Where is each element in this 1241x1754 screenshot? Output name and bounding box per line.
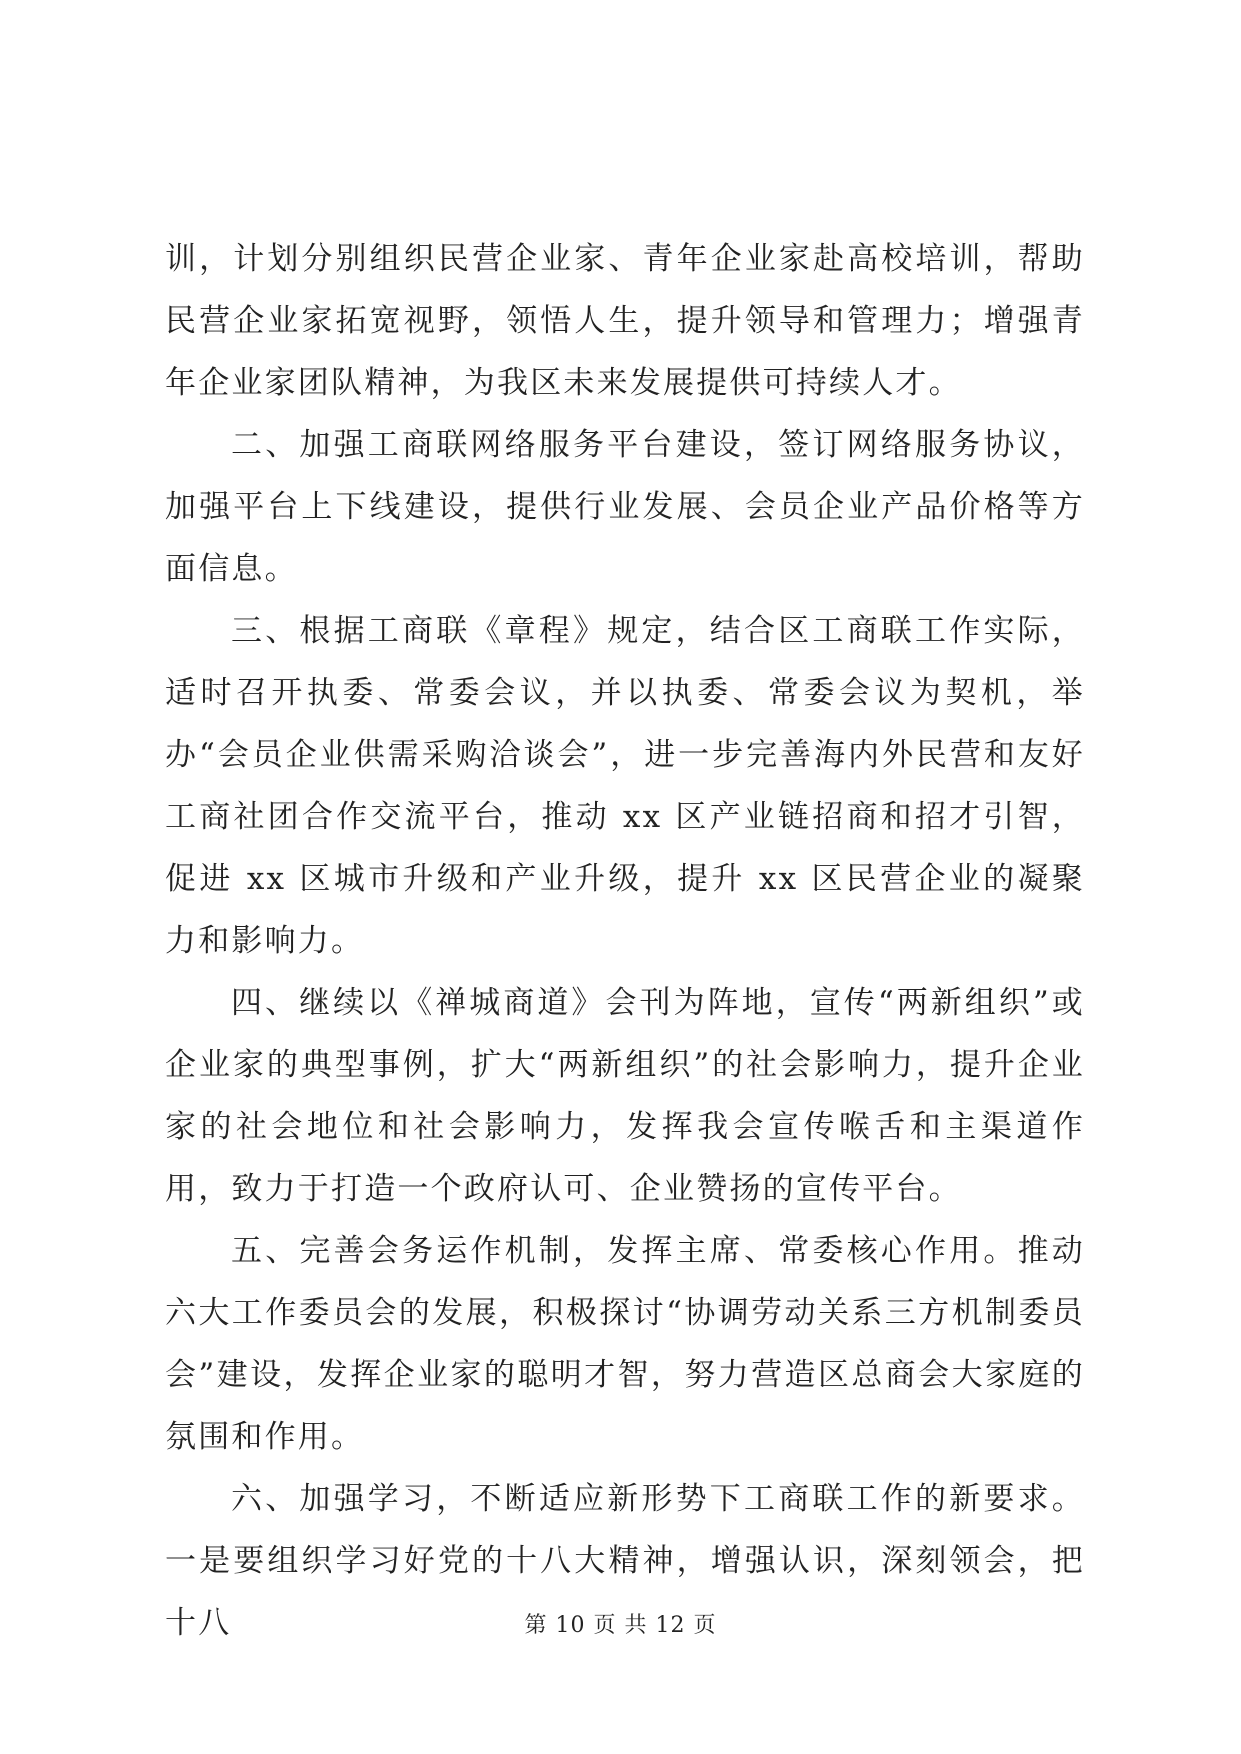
- paragraph-4: 四、继续以《禅城商道》会刊为阵地，宣传“两新组织”或企业家的典型事例，扩大“两新组织”的社会影响力，提升企业家的社会地位和社会影响力，发挥我会宣传喉舌和主渠道作用，致力于打造一个政府认可、企业赞扬的宣传平台。: [165, 985, 1085, 1207]
- document-body: [165, 228, 1085, 1654]
- page-footer: [0, 1608, 1241, 1639]
- page-number-label: 第 10 页 共 12 页: [524, 1613, 717, 1638]
- paragraph-3: 三、根据工商联《章程》规定，结合区工商联工作实际，适时召开执委、常委会议，并以执委、常委会议为契机，举办“会员企业供需采购洽谈会”，进一步完善海内外民营和友好工商社团合作交流平台，推动 xx 区产业链招商和招才引智，促进 xx 区城市升级和产业升级，提升 xx 区民营企业的凝聚力和影响力。: [165, 613, 1085, 959]
- paragraph-2: 二、加强工商联网络服务平台建设，签订网络服务协议，加强平台上下线建设，提供行业发展、会员企业产品价格等方面信息。: [165, 427, 1085, 587]
- paragraph-6: 六、加强学习，不断适应新形势下工商联工作的新要求。一是要组织学习好党的十八大精神，增强认识，深刻领会，把十八: [165, 1481, 1085, 1641]
- paragraph-1: 训，计划分别组织民营企业家、青年企业家赴高校培训，帮助民营企业家拓宽视野，领悟人生，提升领导和管理力；增强青年企业家团队精神，为我区未来发展提供可持续人才。: [165, 241, 1085, 401]
- paragraph-5: 五、完善会务运作机制，发挥主席、常委核心作用。推动六大工作委员会的发展，积极探讨“协调劳动关系三方机制委员会”建设，发挥企业家的聪明才智，努力营造区总商会大家庭的氛围和作用。: [165, 1233, 1085, 1455]
